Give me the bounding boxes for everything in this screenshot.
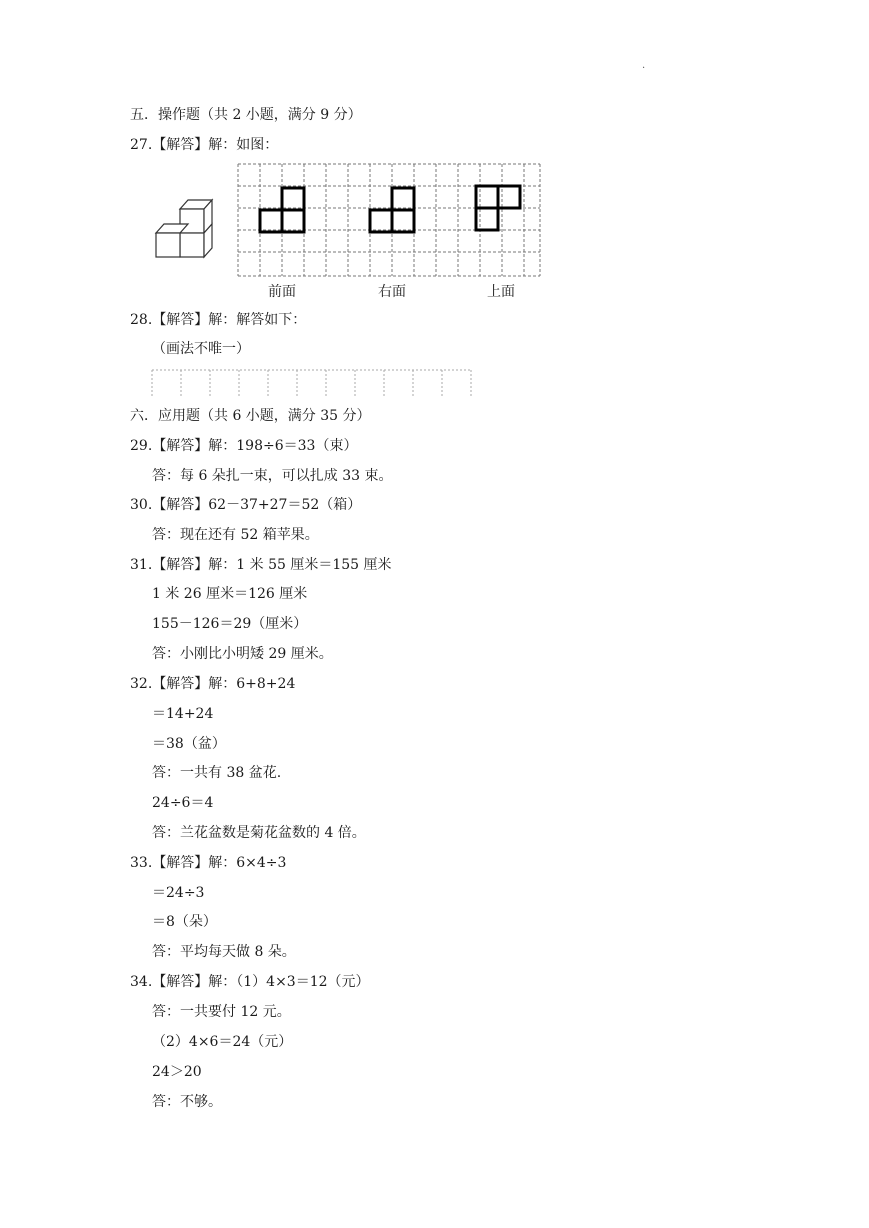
q29-label: 29.【解答】解：198÷6＝33（束） [130,438,358,454]
three-view-grid [236,162,542,280]
q27-label: 27.【解答】解：如图： [130,137,279,153]
q31-label: 31.【解答】解：1 米 55 厘米＝155 厘米 [130,557,392,573]
q32-label: 32.【解答】解：6+8+24 [130,676,296,692]
q32-line-4: 24÷6＝4 [152,795,214,811]
q30-line-1: 答：现在还有 52 箱苹果。 [152,527,319,543]
view-label-top: 上面 [487,284,515,300]
q28-note: （画法不唯一） [152,341,250,357]
q34-line-1: 答：一共要付 12 元。 [152,1004,291,1020]
q30-label: 30.【解答】62－37+27＝52（箱） [130,497,362,513]
section6-title: 六．应用题（共 6 小题，满分 35 分） [130,408,371,424]
page-mark: . [642,60,646,71]
view-label-front: 前面 [268,284,296,300]
q29-line-1: 答：每 6 朵扎一束，可以扎成 33 束。 [152,468,393,484]
q33-line-3: 答：平均每天做 8 朵。 [152,944,296,960]
q28-label: 28.【解答】解：解答如下： [130,312,307,328]
cube-stack-figure [148,196,218,266]
cube-front-lower-left [156,233,180,257]
q32-line-3: 答：一共有 38 盆花. [152,765,282,781]
q32-line-1: ＝14+24 [152,706,214,722]
top-view-square-3 [476,208,498,230]
q32-line-2: ＝38（盆） [152,736,226,752]
q33-line-2: ＝8（朵） [152,914,217,930]
right-view-square-2 [392,210,414,232]
right-view-square-1 [370,210,392,232]
q34-line-2: （2）4×6＝24（元） [152,1034,293,1050]
q33-line-1: ＝24÷3 [152,885,205,901]
top-view-square-1 [476,186,498,208]
q34-line-4: 答：不够。 [152,1094,222,1110]
right-view-square-3 [392,188,414,210]
q31-line-2: 155－126＝29（厘米） [152,616,308,632]
front-view-square-1 [260,210,282,232]
q34-line-3: 24＞20 [152,1064,202,1080]
top-view-square-2 [498,186,520,208]
front-view-square-3 [282,188,304,210]
front-view-square-2 [282,210,304,232]
view-label-right: 右面 [378,284,406,300]
cube-front-lower-right [180,233,204,257]
q34-label: 34.【解答】解：（1）4×3＝12（元） [130,974,370,990]
q31-line-3: 答：小刚比小明矮 29 厘米。 [152,646,333,662]
q33-label: 33.【解答】解：6×4÷3 [130,855,287,871]
q32-line-5: 答：兰花盆数是菊花盆数的 4 倍。 [152,825,366,841]
section5-title: 五．操作题（共 2 小题，满分 9 分） [130,107,362,123]
q31-line-1: 1 米 26 厘米＝126 厘米 [152,586,308,602]
dotted-grid-strip [150,368,474,398]
